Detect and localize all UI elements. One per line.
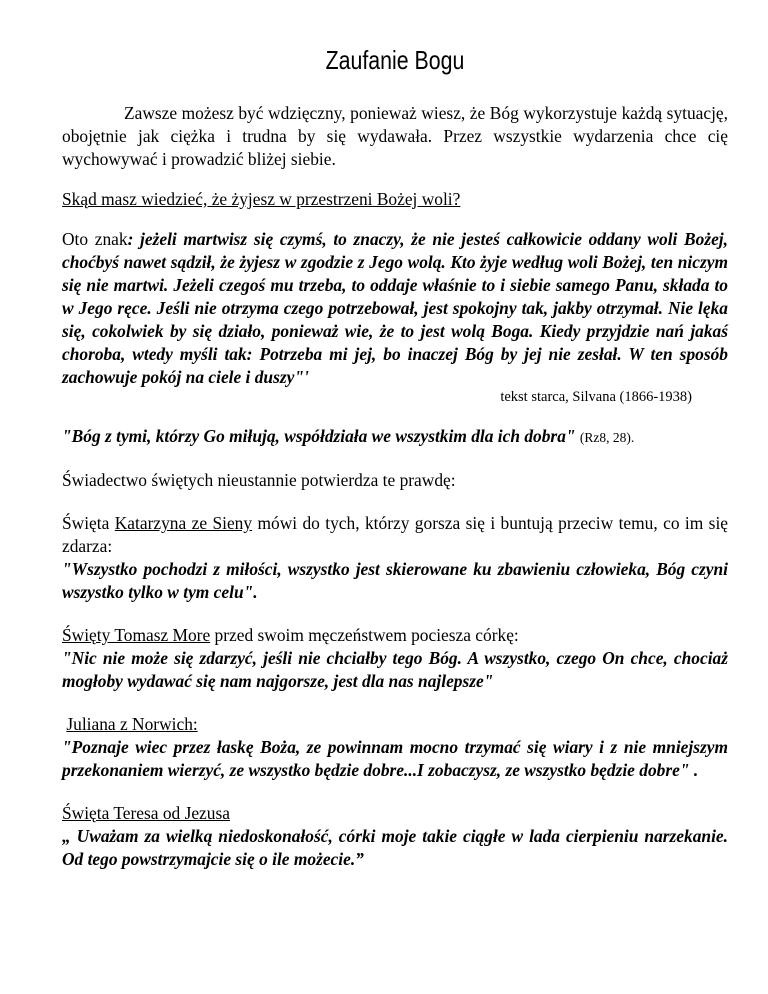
katarzyna-paragraph bbox=[62, 512, 728, 604]
sign-lead: Oto znak bbox=[62, 229, 128, 249]
tomasz-paragraph bbox=[62, 624, 728, 693]
teresa-name: Święta Teresa od Jezusa bbox=[62, 803, 230, 823]
sign-paragraph bbox=[62, 228, 728, 389]
juliana-name: Juliana z Norwich: bbox=[66, 714, 198, 734]
question-text: Skąd masz wiedzieć, że żyjesz w przestrzeni Bożej woli? bbox=[62, 189, 461, 209]
katarzyna-intro: mówi do tych, którzy gorsza się i buntują przeciw temu, co im się zdarza: bbox=[62, 513, 728, 556]
juliana-paragraph bbox=[62, 713, 728, 782]
document-page bbox=[62, 42, 728, 871]
katarzyna-prefix: Święta bbox=[62, 513, 115, 533]
juliana-quote: "Poznaje wiec przez łaskę Boża, ze powinnam mocno trzymać się wiary i z nie mniejszym przekonaniem wierzyć, ze wszystko będzie dobre...I zobaczysz, ze wszystko będzie dobre" . bbox=[62, 737, 728, 780]
page-title: Zaufanie Bogu bbox=[325, 45, 465, 75]
tomasz-quote: "Nic nie może się zdarzyć, jeśli nie chciałby tego Bóg. A wszystko, czego On chce, chociaż mogłoby wydawać się nam najgorsze, jest dla nas najlepsze" bbox=[62, 648, 728, 691]
intro-paragraph: Zawsze możesz być wdzięczny, ponieważ wiesz, że Bóg wykorzystuje każdą sytuację, obojętnie jak ciężka i trudna by się wydawała. Przez wszystkie wydarzenia chce cię wychowywać i prowadzić bliżej siebie. bbox=[62, 103, 728, 169]
teresa-paragraph bbox=[62, 802, 728, 871]
question-line bbox=[62, 188, 728, 211]
tomasz-intro: przed swoim męczeństwem pociesza córkę: bbox=[210, 625, 519, 645]
scripture-ref: (Rz8, 28). bbox=[579, 430, 635, 445]
testimony-line: Świadectwo świętych nieustannie potwierdza te prawdę: bbox=[62, 470, 456, 490]
tomasz-name: Święty Tomasz More bbox=[62, 625, 211, 645]
teresa-quote: „ Uważam za wielką niedoskonałość, córki moje takie ciągłe w lada cierpieniu narzekanie. Od tego powstrzymajcie się o ile możecie.” bbox=[62, 826, 728, 869]
sign-quote: : jeżeli martwisz się czymś, to znaczy, że nie jesteś całkowicie oddany woli Bożej, choćbyś nawet sądził, że żyjesz w zgodzie z Jego wolą. Kto żyje według woli Bożej, ten niczym się nie martwi. Jeżeli czegoś mu trzeba, to oddaje właśnie to i siebie samego Panu, składa to w Jego ręce. Jeśli nie otrzyma czego potrzebował, jest spokojny tak, jakby otrzymał. Nie lęka się, cokolwiek by się działo, ponieważ wie, że to jest wolą Boga. Kiedy przyjdzie nań jakaś choroba, wtedy myśli tak: Potrzeba mi jej, bo inaczej Bóg by jej nie zesłał. W ten sposób zachowuje pokój na ciele i duszy"' bbox=[62, 229, 728, 387]
sign-source: tekst starca, Silvana (1866-1938) bbox=[500, 389, 692, 405]
scripture-paragraph bbox=[62, 425, 728, 449]
katarzyna-quote: "Wszystko pochodzi z miłości, wszystko jest skierowane ku zbawieniu człowieka, Bóg czyni wszystko tylko w tym celu". bbox=[62, 559, 728, 602]
scripture-quote: "Bóg z tymi, którzy Go miłują, współdziała we wszystkim dla ich dobra" bbox=[62, 426, 576, 446]
katarzyna-name: Katarzyna ze Sieny bbox=[114, 513, 253, 533]
